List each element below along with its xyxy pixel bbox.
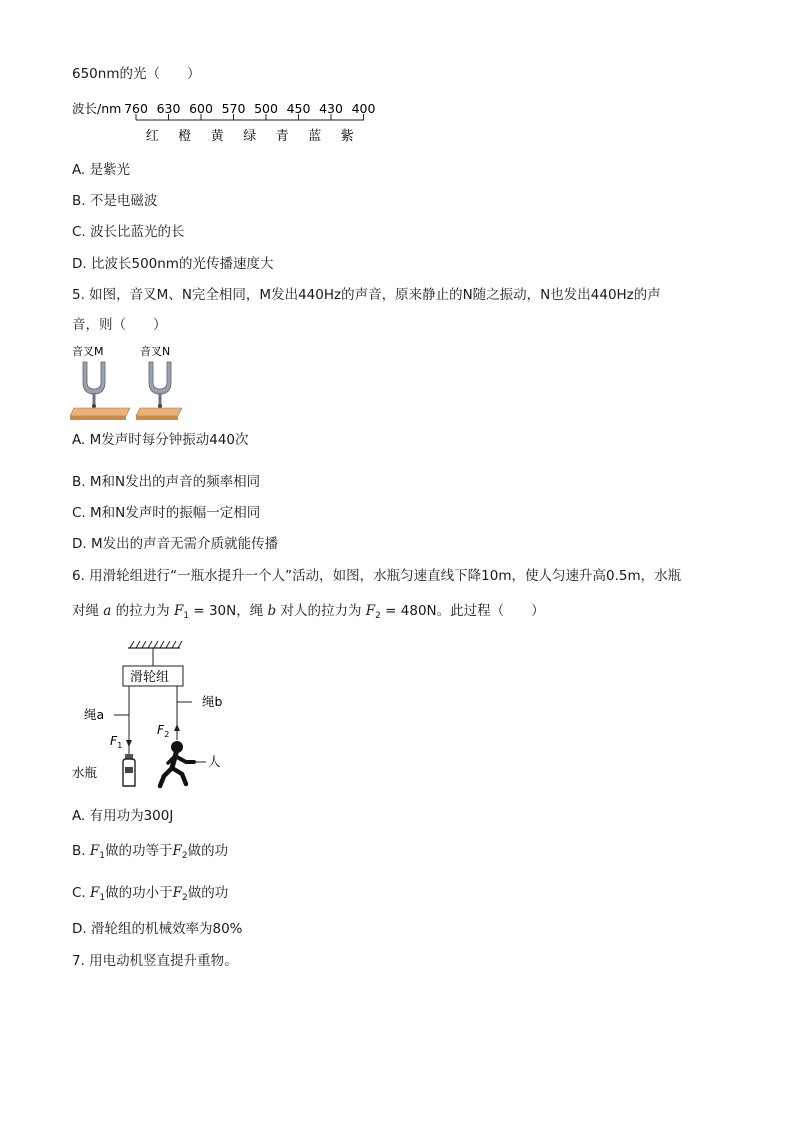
scale-axis-label: 波长/nm — [72, 101, 122, 116]
f1-label: $F_1$ — [110, 733, 123, 750]
q6-text-part: 对人的拉力为 — [276, 603, 366, 619]
tuning-forks-figure — [70, 342, 186, 422]
rope-b-label: 绳b — [202, 694, 223, 709]
f1-subscript: 1 — [183, 611, 190, 621]
q5-option-a[interactable]: A. M发声时每分钟振动440次 — [72, 432, 249, 448]
f2-symbol: F — [172, 843, 182, 859]
f1-symbol: F — [90, 885, 100, 901]
pulley-label: 滑轮组 — [130, 670, 170, 685]
rope-b-var: b — [267, 603, 277, 619]
f2-arrow — [174, 724, 180, 731]
scale-color-label: 绿 — [243, 129, 257, 144]
person-icon — [160, 741, 194, 786]
option-prefix: B. — [72, 843, 90, 859]
scale-color-label: 蓝 — [308, 129, 322, 144]
option-text: 做的功等于 — [104, 843, 173, 859]
scale-color-labels — [146, 128, 354, 144]
tuning-fork-m — [70, 362, 130, 420]
f2-subscript: 2 — [181, 851, 188, 861]
q4-option-b[interactable]: B. 不是电磁波 — [72, 193, 158, 209]
q6-option-d[interactable]: D. 滑轮组的机械效率为80% — [72, 921, 243, 937]
f2-subscript: 2 — [182, 893, 188, 903]
scale-tick-label: 450 — [286, 101, 311, 116]
wavelength-scale-figure — [70, 96, 390, 148]
scale-color-label: 红 — [145, 129, 159, 144]
pulley-figure — [72, 636, 242, 796]
q5-stem-line1: 5. 如图，音叉M、N完全相同，M发出440Hz的声音，原来静止的N随之振动，N也发出440Hz的声 — [72, 287, 661, 303]
q6-option-a[interactable]: A. 有用功为300J — [72, 808, 174, 824]
q6-option-b[interactable] — [72, 841, 228, 866]
f1-symbol: F — [173, 603, 184, 619]
tuning-fork-n — [136, 362, 182, 420]
option-text: 做的功 — [187, 885, 229, 901]
f1-arrow — [126, 740, 132, 747]
q4-option-a[interactable]: A. 是紫光 — [72, 162, 131, 178]
scale-tick-label: 400 — [351, 101, 376, 116]
f2-symbol: F — [172, 885, 182, 901]
scale-tick-label: 430 — [319, 101, 343, 116]
scale-tick-label: 600 — [189, 101, 213, 116]
scale-tick-labels — [124, 101, 375, 116]
option-prefix: C. — [72, 885, 91, 901]
scale-color-label: 橙 — [178, 129, 192, 144]
scale-color-label: 青 — [275, 129, 289, 144]
f2-symbol: F — [365, 603, 376, 619]
f1-value: = 30N，绳 — [189, 603, 268, 619]
scale-tick-label: 630 — [156, 101, 181, 116]
option-text: 做的功 — [187, 843, 229, 859]
scale-color-label: 紫 — [340, 129, 354, 144]
f2-subscript: 2 — [375, 611, 381, 621]
f1-subscript: 1 — [99, 851, 105, 861]
scale-tick-label: 500 — [254, 101, 278, 116]
q6-text-part: 的拉力为 — [111, 603, 174, 619]
q4-stem-tail: 650nm的光（ ） — [72, 66, 201, 82]
rope-a-var: a — [103, 603, 112, 619]
f1-symbol: F — [89, 843, 100, 859]
f2-value: = 480N。此过程（ ） — [380, 603, 545, 619]
q5-option-c[interactable]: C. M和N发声时的振幅一定相同 — [72, 505, 261, 521]
f2-label: $F_2$ — [157, 722, 170, 739]
ceiling-hatch — [128, 641, 182, 648]
q7-stem: 7. 用电动机竖直提升重物。 — [72, 953, 238, 969]
scale-tick-label: 570 — [221, 101, 246, 116]
q5-option-b[interactable]: B. M和N发出的声音的频率相同 — [72, 474, 261, 490]
scale-color-label: 黄 — [210, 129, 224, 144]
bottle-label: 水瓶 — [72, 765, 98, 780]
scale-tick-label: 760 — [124, 101, 148, 116]
f1-subscript: 1 — [99, 893, 106, 903]
q5-option-d[interactable]: D. M发出的声音无需介质就能传播 — [72, 536, 279, 552]
rope-a-label: 绳a — [84, 707, 105, 722]
water-bottle-icon — [123, 754, 135, 786]
q6-text-part: 对绳 — [72, 603, 104, 619]
q6-option-c[interactable] — [72, 883, 228, 908]
q4-option-c[interactable]: C. 波长比蓝光的长 — [72, 224, 185, 240]
option-text: 做的功小于 — [105, 885, 173, 901]
q4-option-d[interactable]: D. 比波长500nm的光传播速度大 — [72, 256, 274, 272]
person-label: 人 — [208, 754, 221, 769]
q5-stem-line2: 音，则（ ） — [72, 317, 167, 333]
fork-n-label: 音叉N — [140, 345, 171, 358]
q6-stem-line2 — [72, 601, 545, 626]
q6-stem-line1: 6. 用滑轮组进行“一瓶水提升一个人”活动，如图，水瓶匀速直线下降10m，使人匀速升高0.5m，水瓶 — [72, 568, 682, 584]
fork-m-label: 音叉M — [72, 345, 104, 358]
